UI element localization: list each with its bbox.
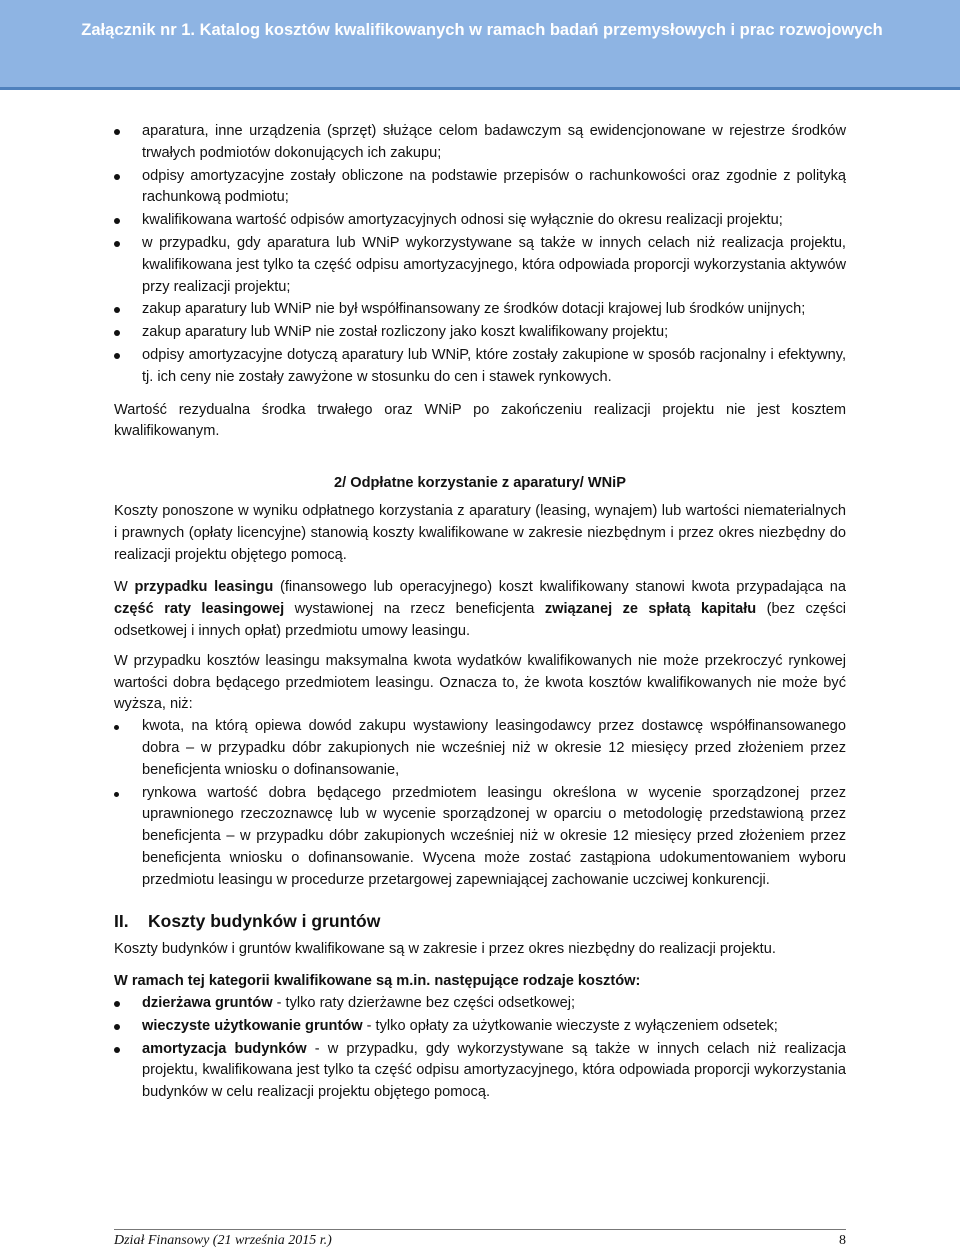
list-item: kwalifikowana wartość odpisów amortyzacyjnych odnosi się wyłącznie do okresu realizacji projektu; [114,210,846,232]
header-title: Załącznik nr 1. Katalog kosztów kwalifikowanych w ramach badań przemysłowych i prac rozwojowych [81,21,883,39]
page-header [0,0,960,90]
footer-department: Dział Finansowy (21 września 2015 r.) [114,1233,332,1248]
buildings-section-heading [114,909,846,933]
page-number: 8 [839,1233,846,1248]
list-item: amortyzacja budynków - w przypadku, gdy wykorzystywane są także w innych celach niż realizacja projektu, kwalifikowana jest tylko ta część odpisu amortyzacyjnego, która odpowiada proporcji wykorzystania budynków w celu realizacji projektu objętego pomocą. [114,1039,846,1104]
leasing-definition-paragraph: W przypadku leasingu (finansowego lub operacyjnego) koszt kwalifikowany stanowi kwota przypadająca na część raty leasingowej wystawionej na rzecz beneficjenta związanej ze spłatą kapitału (bez części odsetkowej i innych opłat) przedmiotu umowy leasingu. [114,579,846,639]
footer-divider [114,1229,846,1230]
section-number: II. [114,910,129,931]
leasing-limit-paragraph: W przypadku kosztów leasingu maksymalna kwota wydatków kwalifikowanych nie może przekroczyć rynkowej wartości dobra będącego przedmiotem leasingu. Oznacza to, że kwota kosztów kwalifikowanych nie może być wyższa, niż: [114,652,846,713]
amortization-conditions-list [114,121,846,389]
list-item: odpisy amortyzacyjne zostały obliczone na podstawie przepisów o rachunkowości oraz zgodnie z polityką rachunkową podmiotu; [114,166,846,210]
buildings-cost-types-lead: W ramach tej kategorii kwalifikowane są m.in. następujące rodzaje kosztów: [114,973,641,990]
list-item: dzierżawa gruntów - tylko raty dzierżawne bez części odsetkowej; [114,993,846,1015]
list-item: rynkowa wartość dobra będącego przedmiotem leasingu określona w wycenie sporządzonej przez uprawnionego rzeczoznawcę lub w wycenie sporządzonej w oparciu o metodologię przedstawioną przez beneficjenta – w przypadku dóbr zakupionych wcześniej niż w okresie 12 miesięcy przed złożeniem przez beneficjenta wniosku o dofinansowanie. Wycena może zostać zastąpiona udokumentowaniem wyboru przedmiotu leasingu w procedurze przetargowej zapewniającej zachowanie uczciwej konkurencji. [114,783,846,892]
residual-value-paragraph: Wartość rezydualna środka trwałego oraz WNiP po zakończeniu realizacji projektu nie jest kosztem kwalifikowanym. [114,401,846,440]
list-item: wieczyste użytkowanie gruntów - tylko opłaty za użytkowanie wieczyste z wyłączeniem odsetek; [114,1016,846,1038]
leasing-intro-paragraph: Koszty ponoszone w wyniku odpłatnego korzystania z aparatury (leasing, wynajem) lub wartości niematerialnych i prawnych (opłaty licencyjne) stanowią koszty kwalifikowane w zakresie niezbędnym i przez okres niezbędny do realizacji projektu objętego pomocą. [114,502,846,563]
leasing-limit-list [114,716,846,891]
list-item: odpisy amortyzacyjne dotyczą aparatury lub WNiP, które zostały zakupione w sposób racjonalny i efektywny, tj. ich ceny nie zostały zawyżone w stosunku do cen i stawek rynkowych. [114,345,846,389]
list-item: w przypadku, gdy aparatura lub WNiP wykorzystywane są także w innych celach niż realizacja projektu, kwalifikowana jest tylko ta część odpisu amortyzacyjnego, która odpowiada proporcji wykorzystania aktywów przy realizacji projektu; [114,233,846,298]
buildings-cost-types-list [114,993,846,1104]
list-item: kwota, na którą opiewa dowód zakupu wystawiony leasingodawcy przez dostawcę współfinansowanego dobra – w przypadku dóbr zakupionych nie wcześniej niż w okresie 12 miesięcy przed złożeniem przez beneficjenta wniosku o dofinansowanie, [114,716,846,781]
document-body [114,121,846,1105]
buildings-intro-paragraph: Koszty budynków i gruntów kwalifikowane są w zakresie i przez okres niezbędny do realizacji projektu. [114,940,776,957]
leasing-section-heading: 2/ Odpłatne korzystanie z aparatury/ WNiP [334,475,626,492]
list-item: zakup aparatury lub WNiP nie był współfinansowany ze środków dotacji krajowej lub środków unijnych; [114,299,846,321]
list-item: aparatura, inne urządzenia (sprzęt) służące celom badawczym są ewidencjonowane w rejestrze środków trwałych podmiotów dokonujących ich zakupu; [114,121,846,165]
list-item: zakup aparatury lub WNiP nie został rozliczony jako koszt kwalifikowany projektu; [114,322,846,344]
section-title: Koszty budynków i gruntów [148,910,381,931]
